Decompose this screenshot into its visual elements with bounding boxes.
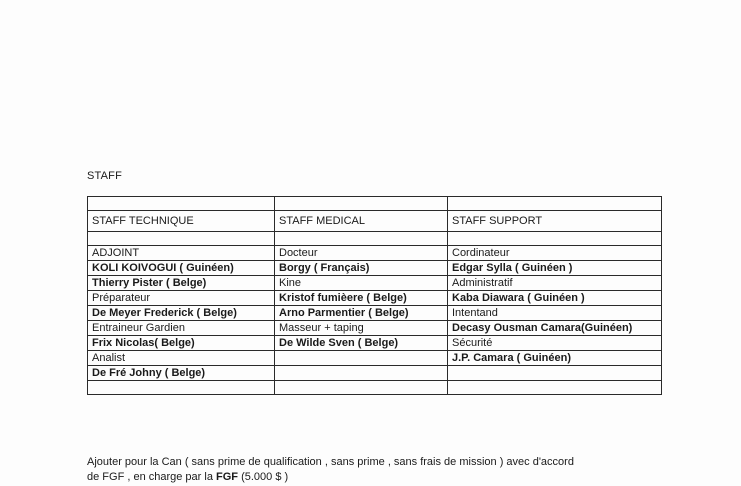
table-cell: J.P. Camara ( Guinéen) [448,351,662,366]
table-cell [448,366,662,381]
table-cell: ADJOINT [88,246,275,261]
table-row [88,336,662,351]
table-cell: KOLI KOIVOGUI ( Guinéen) [88,261,275,276]
table-spacer-row [88,197,662,211]
staff-table-body [88,197,662,395]
table-cell: Kine [275,276,448,291]
section-title: STAFF [87,170,123,182]
table-cell: Kristof fumièere ( Belge) [275,291,448,306]
note-line-1: Ajouter pour la Can ( sans prime de qualification , sans prime , sans frais de mission ) avec d'accord [87,456,574,468]
table-cell: Intentand [448,306,662,321]
table-cell [275,381,448,395]
table-cell [448,197,662,211]
table-row [88,306,662,321]
table-header-row [88,211,662,232]
table-cell [448,381,662,395]
table-cell: Préparateur [88,291,275,306]
table-cell: Masseur + taping [275,321,448,336]
table-cell: Docteur [275,246,448,261]
table-cell [88,381,275,395]
table-cell: Decasy Ousman Camara(Guinéen) [448,321,662,336]
note-line-2-bold: FGF [216,471,239,483]
table-cell: Administratif [448,276,662,291]
header-staff-technique: STAFF TECHNIQUE [88,211,275,232]
table-cell: Entraineur Gardien [88,321,275,336]
table-row [88,366,662,381]
table-row [88,276,662,291]
table-row [88,351,662,366]
note-line-2 [87,470,687,485]
staff-table [87,196,662,395]
note-line-2-part-2: (5.000 $ ) [238,471,289,483]
header-staff-medical: STAFF MEDICAL [275,211,448,232]
table-cell [275,197,448,211]
table-cell: Analist [88,351,275,366]
table-cell [88,232,275,246]
table-cell: Borgy ( Français) [275,261,448,276]
table-cell: Frix Nicolas( Belge) [88,336,275,351]
table-cell: De Meyer Frederick ( Belge) [88,306,275,321]
table-spacer-row [88,381,662,395]
table-cell: De Fré Johny ( Belge) [88,366,275,381]
table-cell: Arno Parmentier ( Belge) [275,306,448,321]
table-cell: Cordinateur [448,246,662,261]
table-cell [88,197,275,211]
table-spacer-row [88,232,662,246]
table-row [88,321,662,336]
table-row [88,261,662,276]
table-cell [448,232,662,246]
header-staff-support: STAFF SUPPORT [448,211,662,232]
table-row [88,291,662,306]
table-cell: Sécurité [448,336,662,351]
table-cell [275,366,448,381]
table-row [88,246,662,261]
note-line-2-part-1: de FGF , en charge par la [87,471,217,483]
table-cell: Edgar Sylla ( Guinéen ) [448,261,662,276]
table-cell: De Wilde Sven ( Belge) [275,336,448,351]
table-cell: Thierry Pister ( Belge) [88,276,275,291]
table-cell: Kaba Diawara ( Guinéen ) [448,291,662,306]
table-cell [275,351,448,366]
note-paragraph [87,455,687,485]
table-cell [275,232,448,246]
